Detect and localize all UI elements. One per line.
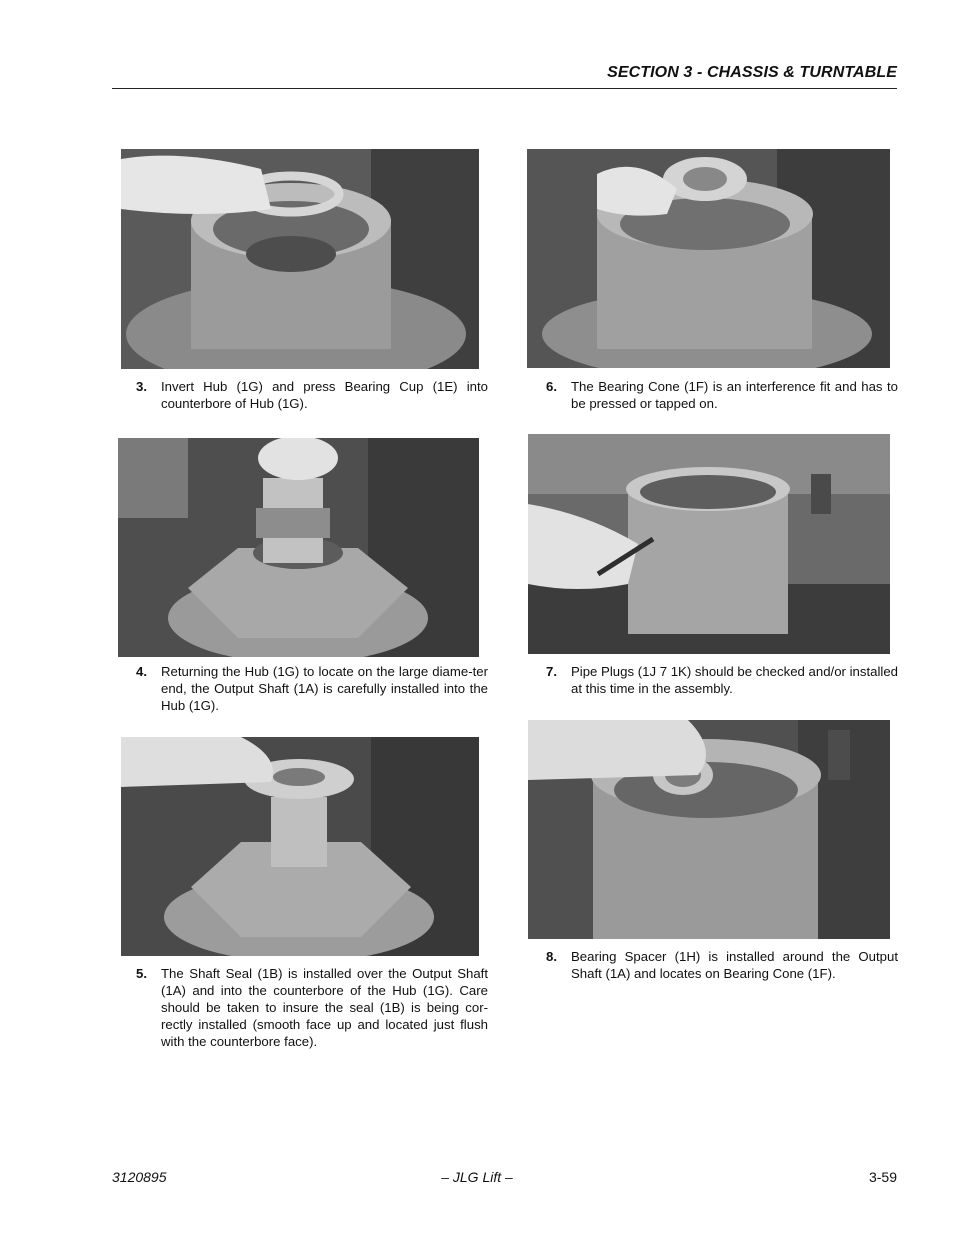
step-text: Invert Hub (1G) and press Bearing Cup (1E) into counterbore of Hub (1G). bbox=[161, 379, 488, 411]
step-6 bbox=[546, 378, 898, 412]
photo-step-8 bbox=[528, 720, 890, 939]
photo-step-7 bbox=[528, 434, 890, 654]
step-number: 6. bbox=[546, 379, 557, 394]
section-title: SECTION 3 - CHASSIS & TURNTABLE bbox=[607, 64, 897, 81]
step-text: The Bearing Cone (1F) is an interference fit and has to be pressed or tapped on. bbox=[571, 379, 898, 411]
page-number: 3-59 bbox=[868, 1169, 897, 1185]
step-number: 5. bbox=[136, 966, 147, 981]
step-4 bbox=[136, 663, 488, 714]
step-8 bbox=[546, 948, 898, 982]
photo-step-3 bbox=[121, 149, 479, 369]
footer-brand: – JLG Lift – bbox=[441, 1169, 513, 1185]
step-number: 4. bbox=[136, 664, 147, 679]
step-text: Pipe Plugs (1J 7 1K) should be checked and/or installed at this time in the assembly. bbox=[571, 664, 898, 696]
step-text: The Shaft Seal (1B) is installed over the Output Shaft (1A) and into the counterbore of the Hub (1G). Care should be taken to insure the seal (1B) is being cor-rectly installed (smooth face up and located just flush with the counterbore face). bbox=[161, 966, 488, 1049]
step-number: 8. bbox=[546, 949, 557, 964]
doc-number: 3120895 bbox=[112, 1169, 167, 1185]
step-5 bbox=[136, 965, 488, 1050]
step-text: Returning the Hub (1G) to locate on the large diame-ter end, the Output Shaft (1A) is carefully installed into the Hub (1G). bbox=[161, 664, 488, 713]
step-text: Bearing Spacer (1H) is installed around the Output Shaft (1A) and locates on Bearing Cone (1F). bbox=[571, 949, 898, 981]
step-number: 7. bbox=[546, 664, 557, 679]
step-3 bbox=[136, 378, 488, 412]
photo-step-6 bbox=[527, 149, 890, 368]
step-number: 3. bbox=[136, 379, 147, 394]
step-7 bbox=[546, 663, 898, 697]
photo-step-4 bbox=[118, 438, 479, 657]
photo-step-5 bbox=[121, 737, 479, 956]
header-rule bbox=[112, 88, 897, 89]
